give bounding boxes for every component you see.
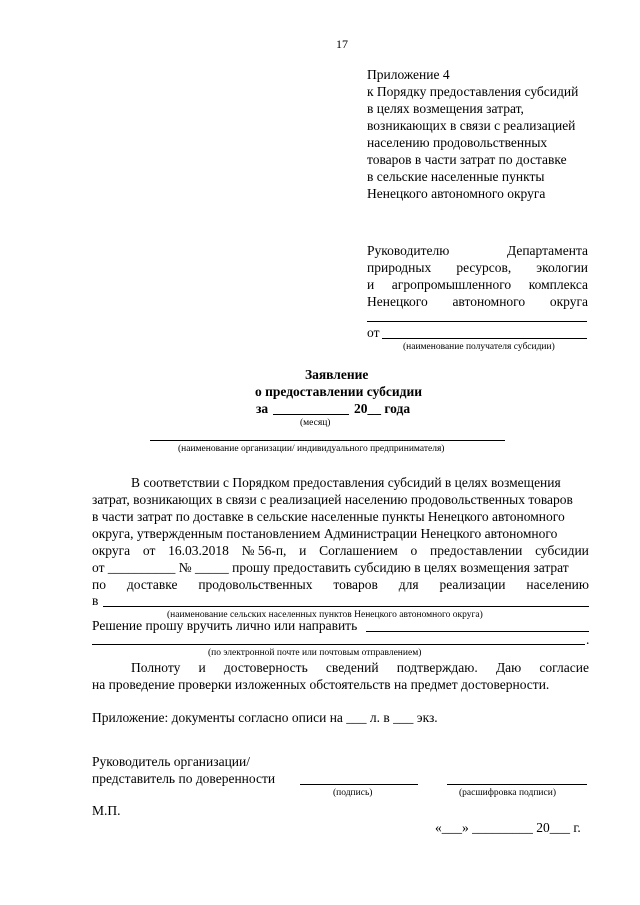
body-line bbox=[92, 577, 589, 593]
settlements-caption: (наименование сельских населенных пунктов Ненецкого автономного округа) bbox=[167, 610, 483, 620]
document-subtitle: о предоставлении субсидии bbox=[255, 384, 423, 399]
body-line: В соответствии с Порядком предоставления субсидий в целях возмещения bbox=[131, 475, 561, 490]
confirm-line-2: на проведение проверки изложенных обстоятельств на предмет достоверности. bbox=[92, 677, 550, 692]
word: субсидии bbox=[535, 543, 589, 558]
month-blank-line bbox=[273, 414, 349, 415]
signatory-label: Руководитель организации/ bbox=[92, 754, 251, 769]
addressee-line bbox=[367, 260, 588, 276]
word: от bbox=[142, 543, 156, 558]
decision-caption: (по электронной почте или почтовым отправлением) bbox=[208, 648, 422, 658]
word: природных bbox=[367, 260, 432, 275]
word: предоставлении bbox=[430, 543, 523, 558]
word: Соглашением bbox=[319, 543, 398, 558]
word: округа bbox=[549, 294, 588, 309]
addressee-line bbox=[367, 294, 588, 310]
period-prefix: за bbox=[256, 401, 269, 416]
date-line: «___» _________ 20___ г. bbox=[435, 820, 581, 835]
word: согласие bbox=[539, 660, 589, 675]
decision-blank-line bbox=[366, 631, 589, 632]
body-line bbox=[92, 543, 589, 559]
word: комплекса bbox=[528, 277, 588, 292]
appendix-line: в целях возмещения затрат, bbox=[367, 101, 524, 116]
signature-blank-line bbox=[300, 784, 418, 785]
word: агропромышленного bbox=[391, 277, 512, 292]
word: населению bbox=[526, 577, 589, 592]
appendix-line: товаров в части затрат по доставке bbox=[367, 152, 567, 167]
appendix-line: в сельские населенные пункты bbox=[367, 169, 545, 184]
decision-period: . bbox=[586, 632, 590, 647]
attachment-line: Приложение: документы согласно описи на ___ л. в ___ экз. bbox=[92, 710, 438, 725]
appendix-line: Приложение 4 bbox=[367, 67, 450, 82]
addressee-blank-line bbox=[367, 321, 587, 322]
signature-caption: (подпись) bbox=[333, 788, 373, 798]
body-line: округа, утвержденным постановлением Администрации Ненецкого автономного bbox=[92, 526, 558, 541]
word: Департамента bbox=[506, 243, 588, 258]
word: № 56-п, bbox=[241, 543, 287, 558]
addressee-line bbox=[367, 277, 588, 293]
document-title: Заявление bbox=[305, 367, 369, 382]
org-blank-line bbox=[150, 440, 505, 441]
word: о bbox=[410, 543, 418, 558]
word: для bbox=[398, 577, 419, 592]
word: ресурсов, bbox=[456, 260, 512, 275]
word: продовольственных bbox=[198, 577, 313, 592]
appendix-line: к Порядку предоставления субсидий bbox=[367, 84, 579, 99]
word: Ненецкого bbox=[367, 294, 428, 309]
page-number: 17 bbox=[336, 37, 348, 51]
body-line: в части затрат по доставке в сельские населенные пункты Ненецкого автономного bbox=[92, 509, 565, 524]
word: сведений bbox=[325, 660, 379, 675]
word: округа bbox=[92, 543, 131, 558]
word: экологии bbox=[536, 260, 588, 275]
word: Руководителю bbox=[367, 243, 450, 258]
word: Полноту bbox=[131, 660, 181, 675]
word: и bbox=[198, 660, 206, 675]
word: и bbox=[299, 543, 307, 558]
body-line: затрат, возникающих в связи с реализацией населению продовольственных товаров bbox=[92, 492, 573, 507]
word: доставке bbox=[126, 577, 178, 592]
word: Даю bbox=[495, 660, 522, 675]
recipient-caption: (наименование получателя субсидии) bbox=[403, 342, 555, 352]
word: достоверность bbox=[223, 660, 308, 675]
body-line: от __________ № _____ прошу предоставить субсидию в целях возмещения затрат bbox=[92, 560, 569, 575]
decode-caption: (расшифровка подписи) bbox=[459, 788, 556, 798]
word: подтверждаю. bbox=[396, 660, 478, 675]
from-blank-line bbox=[382, 338, 587, 339]
settlements-blank-line bbox=[103, 606, 589, 607]
appendix-line: возникающих в связи с реализацией bbox=[367, 118, 576, 133]
word: автономного bbox=[452, 294, 526, 309]
word: товаров bbox=[333, 577, 378, 592]
month-caption: (месяц) bbox=[300, 418, 331, 428]
period-suffix: 20__ года bbox=[354, 401, 411, 416]
signatory-label-2: представитель по доверенности bbox=[92, 771, 276, 786]
settlements-prefix: в bbox=[92, 593, 99, 608]
word: 16.03.2018 bbox=[168, 543, 229, 558]
decision-blank-line-2 bbox=[92, 644, 585, 645]
word: реализации bbox=[439, 577, 506, 592]
appendix-line: населению продовольственных bbox=[367, 135, 548, 150]
org-caption: (наименование организации/ индивидуального предпринимателя) bbox=[178, 444, 445, 454]
word: по bbox=[92, 577, 106, 592]
decode-blank-line bbox=[447, 784, 587, 785]
word: и bbox=[367, 277, 375, 292]
from-label: от bbox=[367, 325, 380, 340]
appendix-line: Ненецкого автономного округа bbox=[367, 186, 546, 201]
addressee-line bbox=[367, 243, 588, 259]
stamp-label: М.П. bbox=[92, 803, 121, 818]
decision-line: Решение прошу вручить лично или направить bbox=[92, 618, 358, 633]
confirm-line bbox=[131, 660, 589, 676]
